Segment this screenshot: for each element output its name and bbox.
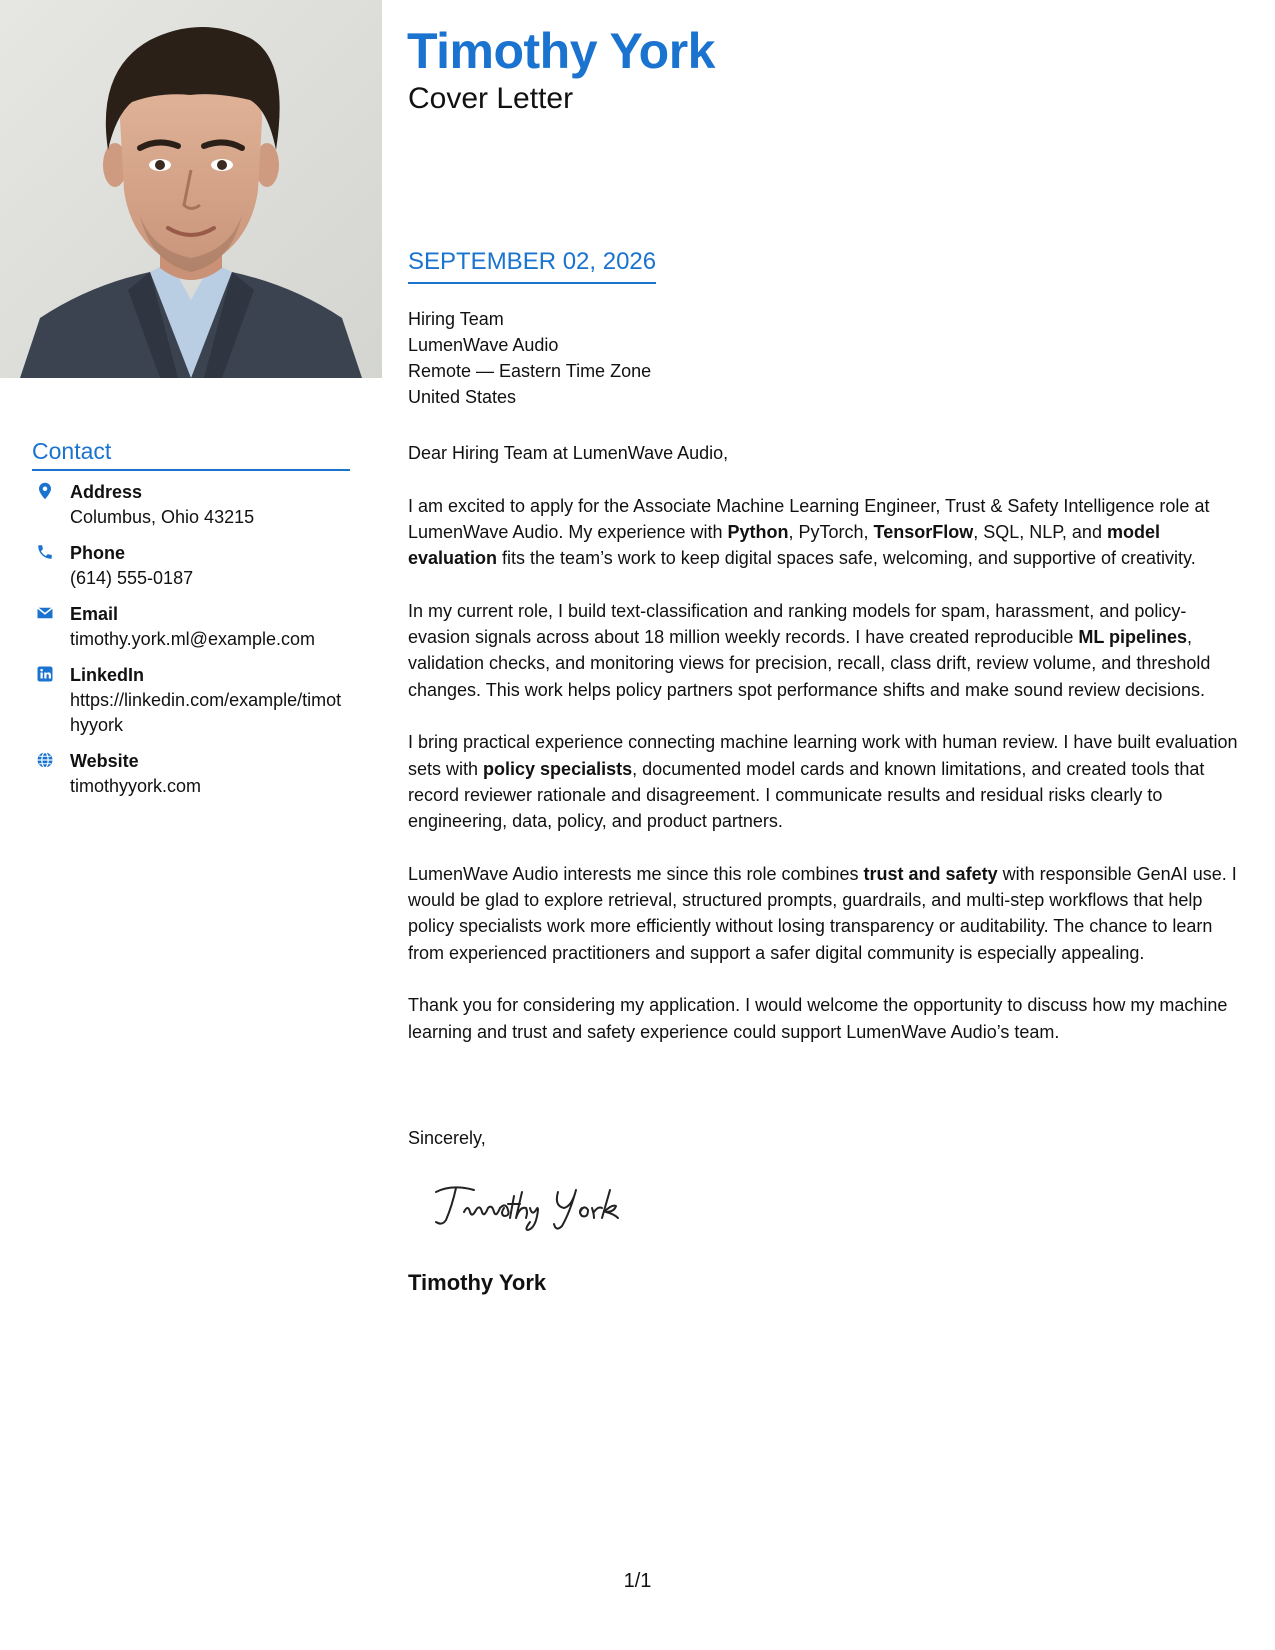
recipient-line: Hiring Team xyxy=(408,309,504,329)
phone-icon xyxy=(36,543,54,561)
contact-heading: Contact xyxy=(32,438,350,471)
website-value[interactable]: timothyyork.com xyxy=(70,776,202,796)
contact-label: LinkedIn xyxy=(70,665,145,685)
contact-linkedin xyxy=(32,663,350,738)
contact-website xyxy=(32,749,350,799)
contact-phone xyxy=(32,541,350,591)
recipient-block xyxy=(408,306,651,410)
letter-body xyxy=(408,440,1248,1071)
globe-icon xyxy=(36,751,54,769)
email-value[interactable]: timothy.york.ml@example.com xyxy=(70,629,315,649)
signer-name: Timothy York xyxy=(408,1270,547,1295)
document-subtitle: Cover Letter xyxy=(408,82,574,115)
recipient-line: United States xyxy=(408,387,517,407)
recipient-line: Remote — Eastern Time Zone xyxy=(408,361,652,381)
contact-list xyxy=(32,480,350,810)
applicant-name: Timothy York xyxy=(407,23,715,79)
salutation: Dear Hiring Team at LumenWave Audio, xyxy=(408,443,729,463)
contact-label: Phone xyxy=(70,543,126,563)
contact-label: Address xyxy=(70,482,143,502)
closing: Sincerely, xyxy=(408,1128,486,1148)
paragraph-4: LumenWave Audio interests me since this role combines trust and safety with responsible GenAI use. I would be glad to explore retrieval, structured prompts, guardrails, and multi-step workflows that help policy specialists work more efficiently without losing transparency or auditability. The chance to learn from experienced practitioners and support a safer digital community is especially appealing. xyxy=(408,863,1237,963)
linkedin-value[interactable]: https://linkedin.com/example/timothyyork xyxy=(70,690,342,735)
recipient-line: LumenWave Audio xyxy=(408,335,559,355)
paragraph-2: In my current role, I build text-classification and ranking models for spam, harassment, and policy-evasion signals across about 18 million weekly records. I have created reproducible ML pipelines, validation checks, and monitoring views for precision, recall, class drift, review volume, and threshold changes. This work helps policy partners spot performance shifts and make sound review decisions. xyxy=(408,600,1211,700)
page-number: 1/1 xyxy=(623,1570,652,1592)
contact-label: Website xyxy=(70,751,139,771)
contact-email xyxy=(32,602,350,652)
contact-label: Email xyxy=(70,604,119,624)
profile-photo xyxy=(0,0,382,378)
letter-date: SEPTEMBER 02, 2026 xyxy=(408,248,656,284)
map-pin-icon xyxy=(36,482,54,500)
address-value: Columbus, Ohio 43215 xyxy=(70,507,255,527)
handwritten-signature xyxy=(430,1178,650,1234)
envelope-icon xyxy=(36,604,54,622)
phone-value[interactable]: (614) 555-0187 xyxy=(70,568,194,588)
paragraph-3: I bring practical experience connecting machine learning work with human review. I have built evaluation sets with policy specialists, documented model cards and known limitations, and created tools that record reviewer rationale and disagreement. I communicate results and residual risks clearly to engineering, data, policy, and product partners. xyxy=(408,732,1238,832)
paragraph-1: I am excited to apply for the Associate Machine Learning Engineer, Trust & Safety Intelligence role at LumenWave Audio. My experience with Python, PyTorch, TensorFlow, SQL, NLP, and model evaluation fits the team’s work to keep digital spaces safe, welcoming, and supportive of creativity. xyxy=(408,495,1210,569)
paragraph-5: Thank you for considering my application. I would welcome the opportunity to discuss how my machine learning and trust and safety experience could support LumenWave Audio’s team. xyxy=(408,995,1228,1042)
linkedin-icon xyxy=(36,665,54,683)
contact-address xyxy=(32,480,350,530)
